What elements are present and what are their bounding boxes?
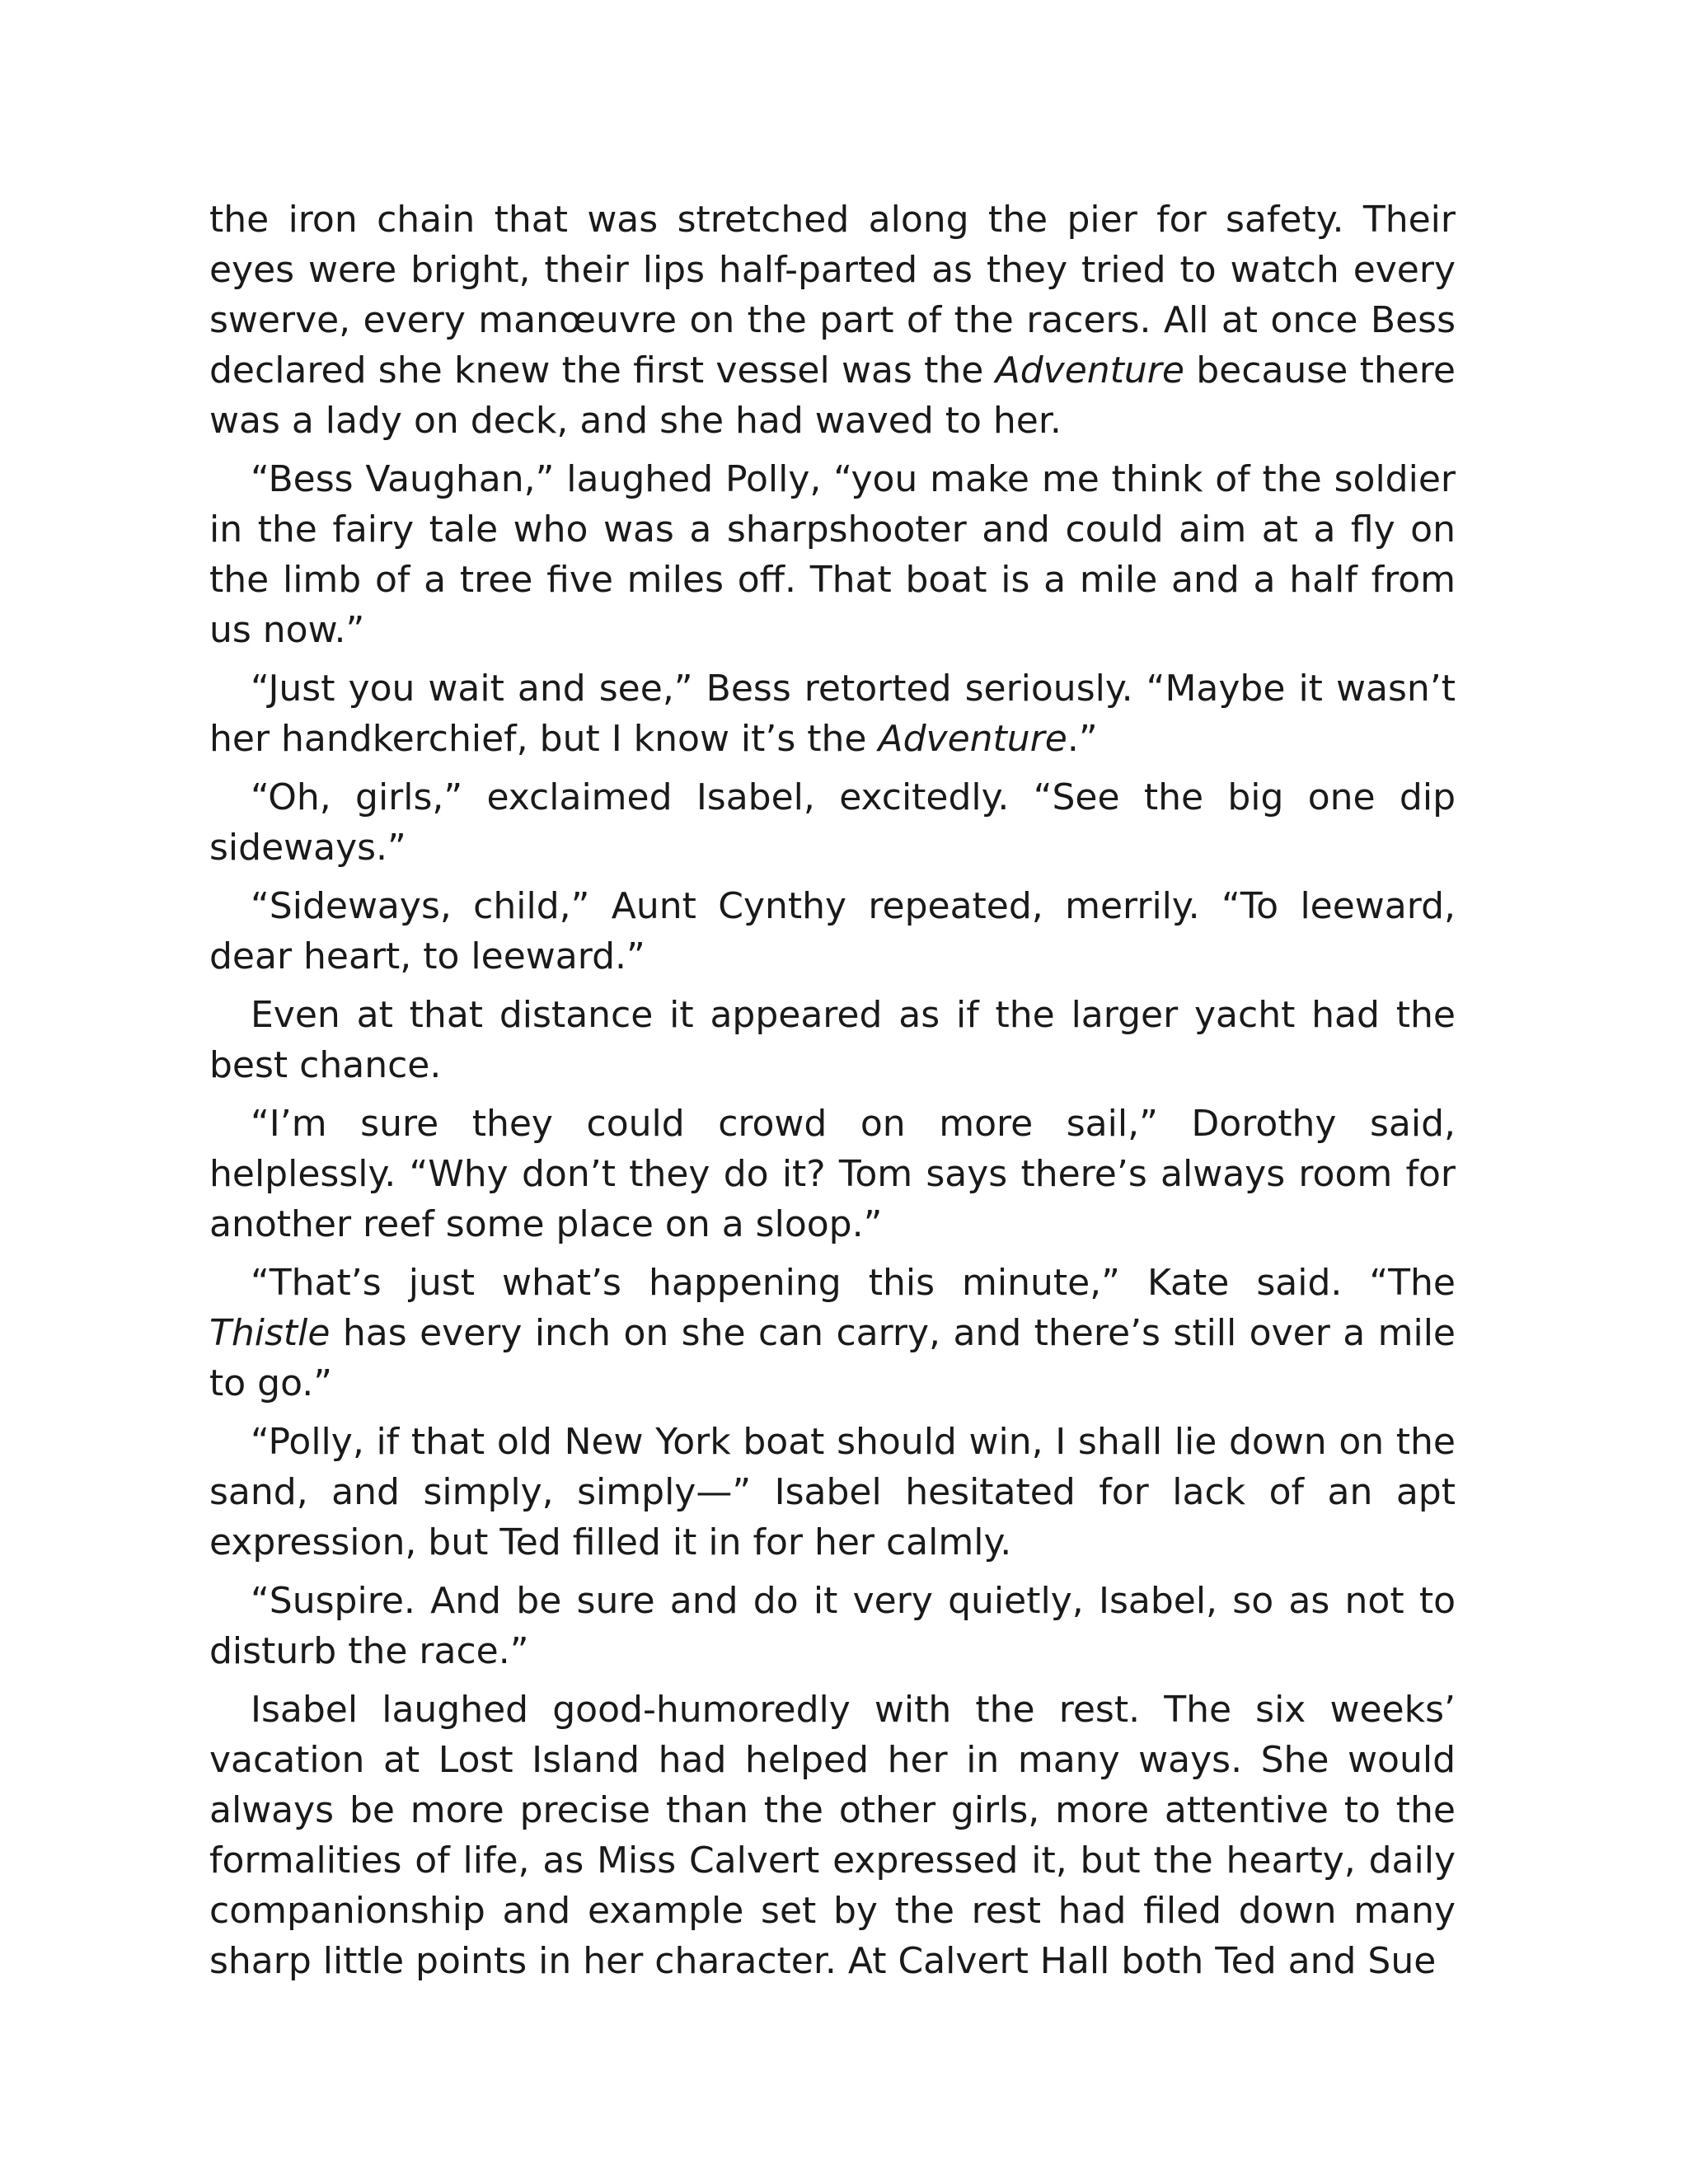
text-run: “Sideways, child,” Aunt Cynthy repeated, merrily. “To leeward, dear heart, to leeward.” <box>209 885 1456 977</box>
page-body <box>209 194 1456 1994</box>
text-run: .” <box>1067 718 1098 760</box>
italic-text: Thistle <box>209 1312 331 1354</box>
italic-text: Adventure <box>995 349 1184 391</box>
italic-text: Adventure <box>878 718 1067 760</box>
text-run: “That’s just what’s happening this minute,” Kate said. “The <box>251 1262 1456 1304</box>
text-run: because there was a lady on deck, and she had waved to her. <box>209 349 1456 442</box>
paragraph <box>209 1576 1456 1676</box>
paragraph <box>209 1258 1456 1408</box>
text-run: “Just you wait and see,” Bess retorted seriously. “Maybe it wasn’t her handkerchief, but I know it’s the <box>209 668 1456 760</box>
paragraph <box>209 1417 1456 1568</box>
text-run: “Suspire. And be sure and do it very quietly, Isabel, so as not to disturb the race.” <box>209 1580 1456 1672</box>
paragraph <box>209 194 1456 446</box>
text-run: Even at that distance it appeared as if the larger yacht had the best chance. <box>209 994 1456 1086</box>
paragraph <box>209 772 1456 873</box>
paragraph <box>209 990 1456 1090</box>
text-run: Isabel laughed good-humoredly with the rest. The six weeks’ vacation at Lost Island had helped her in many ways. She would always be more precise than the other girls, more attentive to the formalities of life, as Miss Calvert expressed it, but the hearty, daily companionship and example set by the rest had filed down many sharp little points in her character. At Calvert Hall both Ted and Sue <box>209 1689 1456 1982</box>
text-run: “I’m sure they could crowd on more sail,” Dorothy said, helplessly. “Why don’t they do it? Tom says there’s always room for another reef some place on a sloop.” <box>209 1103 1456 1245</box>
text-run: “Polly, if that old New York boat should win, I shall lie down on the sand, and simply, simply—” Isabel hesitated for lack of an apt expression, but Ted filled it in for her calmly. <box>209 1421 1456 1563</box>
paragraph <box>209 663 1456 764</box>
paragraph <box>209 1685 1456 1986</box>
text-run: the iron chain that was stretched along the pier for safety. Their eyes were bright, their lips half-parted as they tried to watch every swerve, every manœuvre on the part of the racers. All at once Bess declared she knew the first vessel was the <box>209 199 1456 391</box>
text-run: “Oh, girls,” exclaimed Isabel, excitedly. “See the big one dip sideways.” <box>209 776 1456 869</box>
paragraph <box>209 454 1456 655</box>
text-run: “Bess Vaughan,” laughed Polly, “you make me think of the soldier in the fairy tale who was a sharpshooter and could aim at a fly on the limb of a tree five miles off. That boat is a mile and a half from us now.” <box>209 458 1456 651</box>
paragraph <box>209 1099 1456 1249</box>
paragraph <box>209 881 1456 982</box>
text-run: has every inch on she can carry, and there’s still over a mile to go.” <box>209 1312 1456 1404</box>
